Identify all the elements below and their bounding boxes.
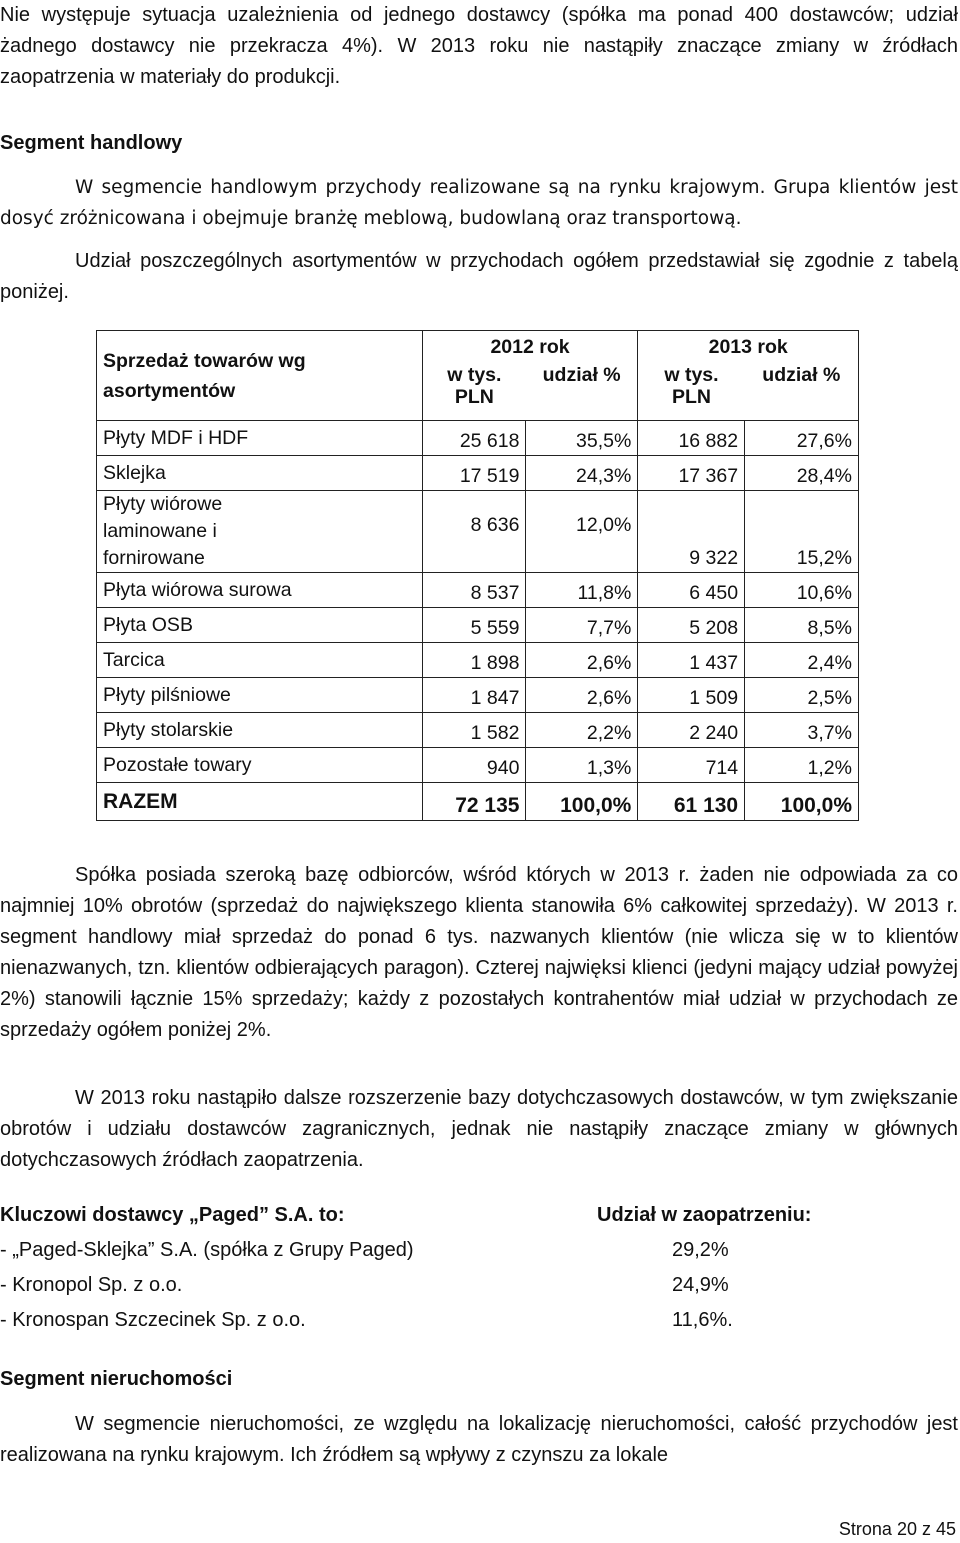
col-value-2013: w tys. PLN [638, 362, 745, 421]
value-2013: 1 437 [638, 643, 745, 678]
sales-table [96, 330, 859, 821]
value-2013: 16 882 [638, 421, 745, 456]
share-2013: 15,2% [745, 491, 859, 573]
paragraph-handlowy-2: Udział poszczególnych asortymentów w przychodach ogółem przedstawiał się zgodnie z tabelą poniżej. [0, 250, 958, 303]
row-name: Płyty wiórowe laminowane i fornirowane [97, 491, 423, 573]
share-2013: 10,6% [745, 573, 859, 608]
share-2013: 28,4% [745, 456, 859, 491]
key-suppliers-list [0, 1200, 958, 1340]
table-row [97, 608, 859, 643]
value-2013: 17 367 [638, 456, 745, 491]
value-2013: 1 509 [638, 678, 745, 713]
list-item [0, 1270, 958, 1305]
table-row [97, 421, 859, 456]
col-share-2013: udział % [745, 362, 859, 421]
table-header-2012: 2012 rok [422, 331, 638, 363]
share-2012: 12,0% [526, 491, 638, 573]
share-2013: 3,7% [745, 713, 859, 748]
total-name: RAZEM [97, 783, 423, 821]
table-row [97, 643, 859, 678]
value-2012: 1 582 [422, 713, 526, 748]
row-name: Pozostałe towary [97, 748, 423, 783]
value-2012: 17 519 [422, 456, 526, 491]
share-2013: 2,5% [745, 678, 859, 713]
value-2012: 8 537 [422, 573, 526, 608]
value-2013: 6 450 [638, 573, 745, 608]
value-2012: 5 559 [422, 608, 526, 643]
paragraph-top: Nie występuje sytuacja uzależnienia od jednego dostawcy (spółka ma ponad 400 dostawców; udział żadnego dostawcy nie przekracza 4%). W 2013 roku nie nastąpiły znaczące zmiany w źródłach zaopatrzenia w materiały do produkcji. [0, 4, 958, 88]
page-number: Strona 20 z 45 [838, 1519, 956, 1539]
share-2013: 2,4% [745, 643, 859, 678]
value-2013: 714 [638, 748, 745, 783]
share-2012: 35,5% [526, 421, 638, 456]
total-value-2013: 61 130 [638, 783, 745, 821]
share-2013: 8,5% [745, 608, 859, 643]
table-row [97, 713, 859, 748]
heading-segment-nieruchomosci: Segment nieruchomości [0, 1368, 233, 1390]
suppliers-header-left: Kluczowi dostawcy „Paged” S.A. to: [0, 1204, 345, 1226]
share-2012: 11,8% [526, 573, 638, 608]
row-name: Sklejka [97, 456, 423, 491]
list-item [0, 1305, 958, 1340]
heading-segment-handlowy: Segment handlowy [0, 132, 183, 154]
table-row [97, 491, 859, 573]
share-2012: 7,7% [526, 608, 638, 643]
supplier-share: 29,2% [672, 1239, 729, 1261]
supplier-name: - „Paged-Sklejka” S.A. (spółka z Grupy Paged) [0, 1239, 414, 1261]
value-2012: 940 [422, 748, 526, 783]
col-value-2012: w tys. PLN [422, 362, 526, 421]
suppliers-header [0, 1200, 958, 1235]
share-2012: 2,6% [526, 643, 638, 678]
suppliers-header-right: Udział w zaopatrzeniu: [597, 1204, 812, 1226]
value-2012: 1 847 [422, 678, 526, 713]
supplier-share: 24,9% [672, 1274, 729, 1296]
row-name: Płyty pilśniowe [97, 678, 423, 713]
row-name: Płyta OSB [97, 608, 423, 643]
table-header-assortment: Sprzedaż towarów wg asortymentów [97, 331, 423, 421]
row-name: Płyty stolarskie [97, 713, 423, 748]
share-2012: 24,3% [526, 456, 638, 491]
table-header-2013: 2013 rok [638, 331, 859, 363]
table-row [97, 573, 859, 608]
paragraph-handlowy-1: W segmencie handlowym przychody realizowane są na rynku krajowym. Grupa klientów jest dosyć zróżnicowana i obejmuje branżę meblową, budowlaną oraz transportową. [0, 177, 958, 229]
share-2012: 1,3% [526, 748, 638, 783]
col-share-2012: udział % [526, 362, 638, 421]
supplier-name: - Kronospan Szczecinek Sp. z o.o. [0, 1309, 306, 1331]
total-value-2012: 72 135 [422, 783, 526, 821]
share-2012: 2,6% [526, 678, 638, 713]
table-row [97, 456, 859, 491]
row-name: Tarcica [97, 643, 423, 678]
table-row [97, 748, 859, 783]
table-row [97, 678, 859, 713]
row-name: Płyta wiórowa surowa [97, 573, 423, 608]
value-2012: 25 618 [422, 421, 526, 456]
supplier-share: 11,6%. [672, 1309, 733, 1331]
share-2012: 2,2% [526, 713, 638, 748]
value-2013: 5 208 [638, 608, 745, 643]
supplier-name: - Kronopol Sp. z o.o. [0, 1274, 183, 1296]
paragraph-clients: Spółka posiada szeroką bazę odbiorców, wśród których w 2013 r. żaden nie odpowiada za co najmniej 10% obrotów (sprzedaż do największego klienta stanowiła 6% całkowitej sprzedaży). W 2013 r. segment handlowy miał sprzedaż do ponad 6 tys. nazwanych klientów (nie wlicza się w to klientów nienazwanych, tzn. klientów odbierających paragon). Czterej najwięksi klienci (jedyni mający udział powyżej 2%) stanowili łącznie 15% sprzedaży; każdy z pozostałych kontrahentów miał udział w przychodach ze sprzedaży ogółem poniżej 2%. [0, 864, 958, 1041]
value-2013: 9 322 [638, 491, 745, 573]
total-share-2013: 100,0% [745, 783, 859, 821]
total-share-2012: 100,0% [526, 783, 638, 821]
value-2012: 1 898 [422, 643, 526, 678]
share-2013: 27,6% [745, 421, 859, 456]
value-2013: 2 240 [638, 713, 745, 748]
paragraph-nieruchomosci: W segmencie nieruchomości, ze względu na lokalizację nieruchomości, całość przychodów jest realizowana na rynku krajowym. Ich źródłem są wpływy z czynszu za lokale [0, 1413, 958, 1466]
list-item [0, 1235, 958, 1270]
row-name: Płyty MDF i HDF [97, 421, 423, 456]
table-total-row [97, 783, 859, 821]
value-2012: 8 636 [422, 491, 526, 573]
paragraph-suppliers: W 2013 roku nastąpiło dalsze rozszerzenie bazy dotychczasowych dostawców, w tym zwiększanie obrotów i udziału dostawców zagranicznych, jednak nie nastąpiły znaczące zmiany w głównych dotychczasowych źródłach zaopatrzenia. [0, 1087, 958, 1171]
share-2013: 1,2% [745, 748, 859, 783]
